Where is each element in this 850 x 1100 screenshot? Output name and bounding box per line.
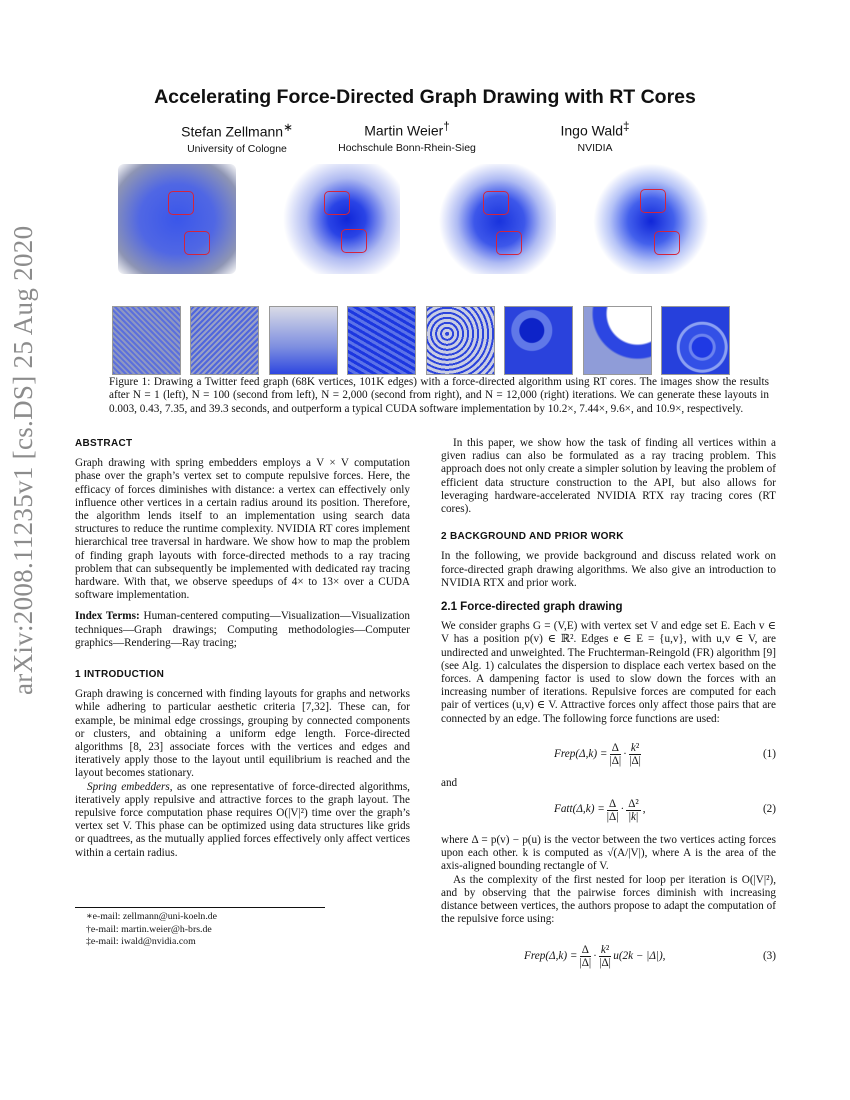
abstract-heading: ABSTRACT xyxy=(75,438,133,449)
index-terms-text: Human-centered computing—Visualization—Visualization techniques—Graph drawings; Computing methodologies—Computer graphics—Rendering—Ray tracing; xyxy=(75,610,410,649)
author-mark: † xyxy=(443,120,450,133)
intro-paragraph-2 xyxy=(75,781,410,860)
crop-image xyxy=(269,306,338,375)
author-mark: ‡ xyxy=(623,120,630,133)
figure-caption: Figure 1: Drawing a Twitter feed graph (68K vertices, 101K edges) with a force-directed algorithm using RT cores. The images show the results after N = 1 (left), N = 100 (second from left), N = 2,000 (second from right), and N = 12,000 (right) iterations. We can generate these layouts in 0.003, 0.43, 7.35, and 39.3 seconds, and outperform a typical CUDA software implementation by 10.2×, 7.44×, 9.6×, and 10.9×, respectively. xyxy=(109,376,769,415)
footnote: ‡e-mail: iwald@nvidia.com xyxy=(86,936,196,947)
arxiv-stamp: arXiv:2008.11235v1 [cs.DS] 25 Aug 2020 xyxy=(8,225,38,695)
equation-number: (2) xyxy=(762,803,776,816)
intro-continued: In this paper, we show how the task of finding all vertices within a given radius can also be formulated as a ray tracing problem. This approach does not only create a simpler solution by leaving the problem of efficient data structure construction to the API, but also allows for leveraging hardware-accelerated NVIDIA RTX ray tracing cores (RT cores). xyxy=(441,437,776,516)
intro-paragraph-2-text: , as one representative of force-directed algorithms, iteratively apply repulsive and attractive forces to the graph layout. The repulsive force computation phase requires O(|V|²) time over the graph’s vertex set V. This phase can be optimized using data structures like grids or quadtrees, as the mutually applied forces effectively only affect vertices within a certain radius. xyxy=(75,780,410,859)
equation-lhs: Fatt(Δ,k) = xyxy=(554,803,605,816)
fraction: $\frac{\text{k²}}{|\Delta|}$ xyxy=(599,943,611,969)
author-block-3 xyxy=(480,120,710,154)
crop-image xyxy=(190,306,259,375)
author-affiliation: University of Cologne xyxy=(187,142,287,155)
crop-image xyxy=(583,306,652,375)
equation-number: (1) xyxy=(762,748,776,761)
equation-3: Frep(Δ,k) = $\frac{\Delta}{|\Delta|}$ · $\frac{\text{k²}}{|\Delta|}$ u(2k − |Δ|), (3) xyxy=(524,943,776,969)
equation-1: Frep(Δ,k) = $\frac{\Delta}{|\Delta|}$ · $\frac{\text{k²}}{|\Delta|}$ (1) xyxy=(554,742,776,768)
intro-paragraph-1: Graph drawing is concerned with finding layouts for graphs and networks while adhering to particular aesthetic criteria [7,32]. These can, for example, be minimal edge crossings, grouping by connected components or clusters, and obtaining a uniform edge length. Force-directed algorithms [8, 23] associate forces with the vertices and edges and iteratively apply those to the layout until equilibrium is reached and the layout becomes stationary. xyxy=(75,688,410,780)
paper-title: Accelerating Force-Directed Graph Drawing with RT Cores xyxy=(154,86,696,108)
equation-number: (3) xyxy=(762,949,776,962)
equation-lhs: Frep(Δ,k) = xyxy=(554,748,608,761)
graph-layout-n100 xyxy=(282,164,400,274)
where-text: where Δ = p(v) − p(u) is the vector between the two vertices acting forces upon each other. k is computed as √(A/|V|), where A is the area of the axis-aligned bounding rectangle of V. xyxy=(441,834,776,873)
left-column xyxy=(75,437,410,860)
index-terms xyxy=(75,610,410,650)
crop-image xyxy=(347,306,416,375)
footnote: †e-mail: martin.weier@h-brs.de xyxy=(86,923,212,935)
author-name: Stefan Zellmann xyxy=(181,123,284,140)
complexity-text: As the complexity of the first nested for loop per iteration is O(|V|²), and by observing that the pairwise forces diminish with increasing distance between vertices, the authors propose to adapt the computation of the repulsive force using: xyxy=(441,873,776,926)
crop-image xyxy=(661,306,730,375)
equation-tail: u(2k − |Δ|), xyxy=(613,949,666,962)
equation-2: Fatt(Δ,k) = $\frac{\Delta}{|\Delta|}$ · $\frac{\text{Δ²}}{|k|}$ , (2) xyxy=(554,797,776,823)
section-2-1-heading: 2.1 Force-directed graph drawing xyxy=(441,601,623,614)
author-affiliation: Hochschule Bonn-Rhein-Sieg xyxy=(338,141,476,154)
intro-heading: 1 INTRODUCTION xyxy=(75,669,165,681)
graph-layout-n1 xyxy=(118,164,236,274)
author-affiliation: NVIDIA xyxy=(577,141,613,154)
section-2-1-text: We consider graphs G = (V,E) with vertex set V and edge set E. Each v ∈ V has a position p(v) ∈ ℝ². Edges e ∈ E = {u,v}, with u,v ∈ V, are undirected and unweighted. The Fruchterman-Reingold (FR) algorithm [9] (see Alg. 1) calculates the dispersion to displace each vertex based on the forces. A dampening factor is used to slow down the forces with an increasing number of iterations. Repulsive forces are computed for each pair of vertices (u,v) ∈ V. Attractive forces only affect those pairs that are connected by an edge. The following force functions are used: xyxy=(441,620,776,725)
fraction: $\frac{\Delta}{|\Delta|}$ xyxy=(609,742,622,768)
crop-image xyxy=(112,306,181,375)
crop-image xyxy=(426,306,495,375)
fraction: $\frac{\Delta}{|\Delta|}$ xyxy=(606,797,619,823)
fraction: $\frac{\text{Δ²}}{|k|}$ xyxy=(628,797,639,823)
graph-layout-n12000 xyxy=(592,164,710,274)
footnote: ∗e-mail: zellmann@uni-koeln.de xyxy=(86,911,218,922)
intro-emphasis: Spring embedders xyxy=(87,780,170,793)
crop-image xyxy=(504,306,573,375)
author-name: Ingo Wald xyxy=(560,122,624,139)
section-2-text: In the following, we provide background and discuss related work on force-directed graph drawing algorithms. We also give an introduction to NVIDIA RTX and prior work. xyxy=(441,550,776,589)
section-2-heading: 2 BACKGROUND AND PRIOR WORK xyxy=(441,531,624,543)
fraction: $\frac{\Delta}{|\Delta|}$ xyxy=(579,943,592,969)
footnotes xyxy=(86,911,386,949)
index-terms-label: Index Terms: xyxy=(75,610,140,623)
right-column xyxy=(441,437,776,976)
abstract-text: Graph drawing with spring embedders employs a V × V computation phase over the graph’s vertex set to compute repulsive forces. Here, the efficacy of forces diminishes with distance: a vertex can effectively only influence other vertices in a certain radius around its position. Therefore, the algorithm lends itself to an implementation using search data structures to reduce the runtime complexity. NVIDIA RT cores implement hierarchical tree traversal in hardware. We show how to map the problem of finding graph layouts with force-directed methods to a ray tracing problem that can subsequently be implemented with dedicated ray tracing hardware. With that, we observe speedups of 4× to 13× over a CUDA software implementation. xyxy=(75,457,410,602)
equation-lhs: Frep(Δ,k) = xyxy=(524,949,578,962)
and-text: and xyxy=(441,776,458,789)
author-name: Martin Weier xyxy=(364,122,444,139)
footnote-rule xyxy=(75,907,325,908)
graph-layout-n2000 xyxy=(438,164,556,274)
author-mark: ∗ xyxy=(283,121,293,134)
fraction: $\frac{\text{k²}}{|\Delta|}$ xyxy=(629,742,641,768)
